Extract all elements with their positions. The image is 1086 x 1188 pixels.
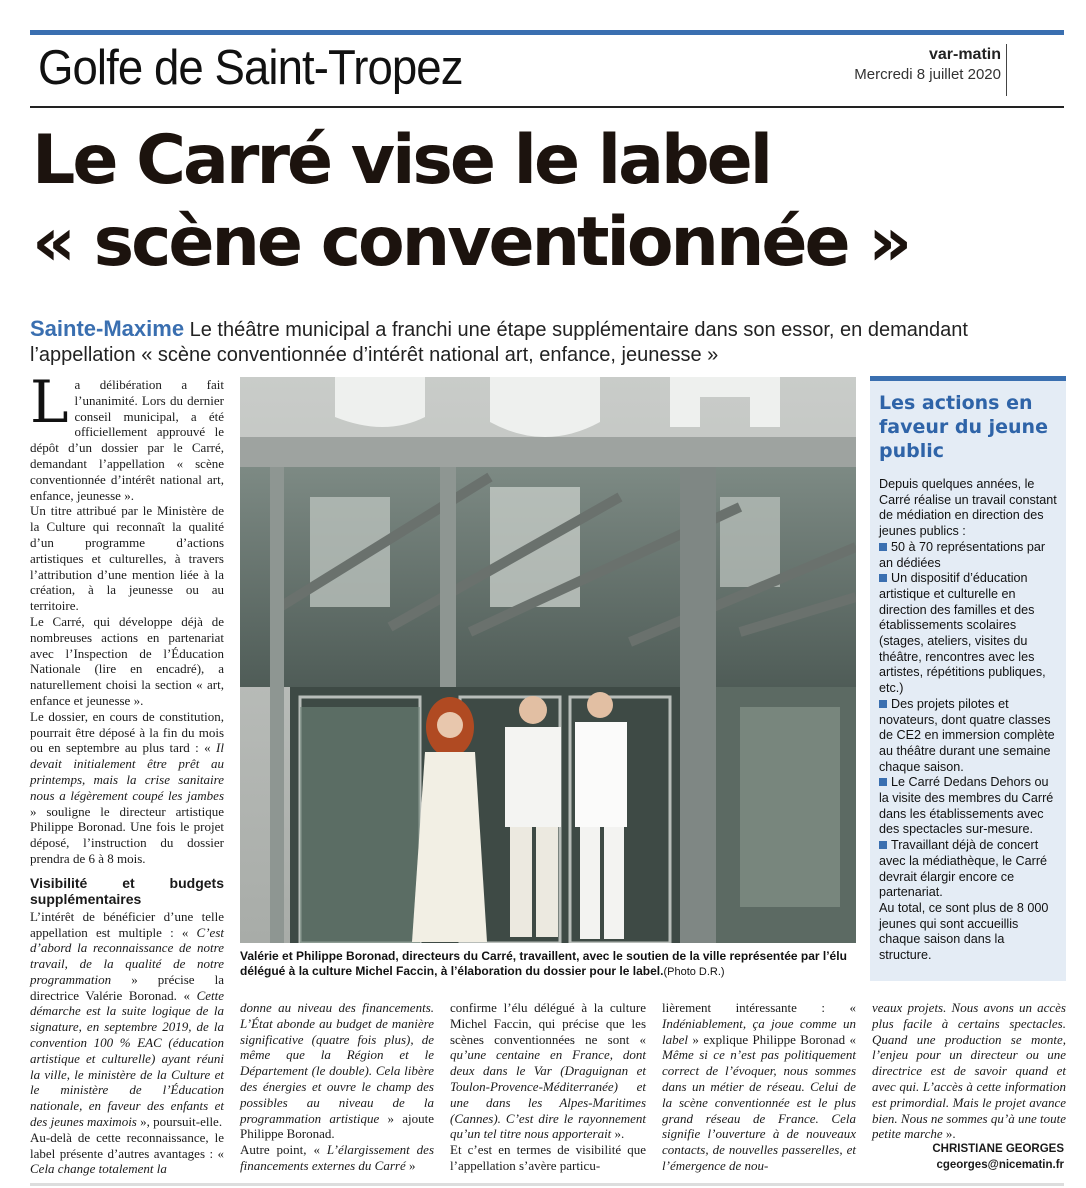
article-column-1 bbox=[30, 368, 224, 1177]
p4-text-b: » souligne le directeur artistique Philippe Boronad. Une fois le projet déposé, l’instruction du dossier prendra de 6 à 8 mois. bbox=[30, 803, 224, 866]
article-photo bbox=[240, 377, 856, 943]
c4-text-b: » explique Philippe Boronad « bbox=[688, 1031, 856, 1047]
masthead-brand bbox=[854, 46, 1001, 83]
bullet-square-icon bbox=[879, 700, 887, 708]
box-item bbox=[879, 697, 1058, 776]
p5-quote: C’est d’abord la reconnaissance de notre travail, de la qualité de notre programmation bbox=[30, 924, 224, 987]
p5-quote-2: Cette démarche est la suite logique de la signature, en septembre 2019, de la convention 100 % EAC (éducation artistique et culturelle) ayant réuni la ville, le ministère de la Culture et le ministère de l’Éducation nationale, en faveur des enfants et des jeunes maximois bbox=[30, 987, 224, 1130]
c5-text-b: ». bbox=[942, 1126, 956, 1142]
dateline-place: Sainte-Maxime bbox=[30, 316, 185, 341]
c5-quote: veaux projets. Nous avons un accès plus facile à certains spectacles. Quand une production se monte, l’enjeu pour un directeur ou une directrice est de savoir quand et avec qui. L’accès à cette information est primordial. Mais le projet avance bien. Nous ne sommes qu’à une toute petite marche bbox=[872, 1000, 1066, 1142]
bullet-square-icon bbox=[879, 574, 887, 582]
paragraph-6 bbox=[30, 1130, 224, 1177]
paragraph-5 bbox=[30, 909, 224, 1130]
c2-quote: donne au niveau des financements. L’État abonde au budget de manière significative (quatre fois plus), de même que la Région et le Département (le double). Cela libère des énergies et ouvre le champ des possibles au niveau de la programmation artistique bbox=[240, 1000, 434, 1126]
bullet-square-icon bbox=[879, 841, 887, 849]
c2-text-c: » bbox=[405, 1157, 416, 1173]
box-item-text: Un dispositif d’éducation artistique et culturelle en direction des familles et des établissements scolaires (stages, ateliers, visites du théâtre, rencontres avec les artistes, répétitions publiques, etc.) bbox=[879, 571, 1046, 696]
c4-text-a: lièrement intéressante : « bbox=[662, 1000, 856, 1015]
paragraph-4 bbox=[30, 709, 224, 867]
p6-text-a: Au-delà de cette reconnaissance, le label présente d’autres avantages : « bbox=[30, 1129, 224, 1161]
headline-line-2: « scène conventionnée » bbox=[32, 203, 910, 282]
paragraph-2: Un titre attribué par le Ministère de la Culture qui reconnaît la qualité d’un programme d’actions artistiques et culturelles, à travers l’attribution d’une mention liée à la création, à la jeunesse ou au territoire. bbox=[30, 503, 224, 614]
box-item-text: Travaillant déjà de concert avec la médiathèque, le Carré devrait élargir encore ce partenariat. bbox=[879, 838, 1048, 900]
box-item-text: Des projets pilotes et novateurs, dont quatre classes de CE2 en immersion complète au théâtre durant une semaine chaque saison. bbox=[879, 696, 1055, 774]
p6-quote: Cela change totalement la bbox=[30, 1161, 167, 1177]
article-column-2 bbox=[240, 1000, 434, 1174]
top-accent-bar bbox=[30, 30, 1064, 35]
box-item bbox=[879, 838, 1058, 901]
box-item bbox=[879, 571, 1058, 697]
p5-text-c: », poursuit-elle. bbox=[136, 1114, 223, 1130]
paragraph-3: Le Carré, qui développe déjà de nombreuses actions en partenariat avec l’Inspection de l’Éducation Nationale (lire en encadré), a naturellement choisi la section « art, enfance et jeunesse ». bbox=[30, 613, 224, 708]
box-body bbox=[870, 463, 1066, 964]
c2-quote-2: L’élargissement des financements externes du Carré bbox=[240, 1142, 435, 1173]
p5-text-b: » précise la directrice Valérie Boronad. « bbox=[30, 971, 224, 1003]
c3-text-b: ». bbox=[611, 1126, 625, 1142]
article-column-5 bbox=[872, 1000, 1066, 1142]
c3-quote: qu’une centaine en France, dont deux dans le Var (Draguignan et Toulon-Provence-Méditerranée) et une dans les Alpes-Maritimes (Cannes). C’est dire le rayonnement qu’un tel titre nous apporterait bbox=[450, 1047, 646, 1142]
c3-text-a: confirme l’élu délégué à la culture Michel Faccin, qui précise que les scènes conventionnées ne sont « bbox=[450, 1000, 646, 1047]
author-email: cgeorges@nicematin.fr bbox=[936, 1159, 1064, 1171]
subheading: Visibilité et budgets supplémentaires bbox=[30, 874, 224, 907]
bottom-rule bbox=[30, 1183, 1064, 1186]
sidebar-box bbox=[870, 376, 1066, 981]
headline bbox=[32, 120, 909, 284]
box-item-text: Le Carré Dedans Dehors ou la visite des membres du Carré dans les établissements avec des spectacles sur-mesure. bbox=[879, 775, 1054, 837]
box-title: Les actions en faveur du jeune public bbox=[879, 392, 1048, 462]
section-title: Golfe de Saint-Tropez bbox=[38, 41, 463, 95]
standfirst-text: Le théâtre municipal a franchi une étape supplémentaire dans son essor, en demandant l’appellation « scène conventionnée d’intérêt national art, enfance, jeunesse » bbox=[30, 319, 968, 366]
publication-name: var-matin bbox=[928, 46, 1001, 63]
p4-quote: Il devait initialement être prêt au printemps, mais la crise sanitaire nous a légèrement coupé les jambes bbox=[30, 740, 224, 803]
header-rule bbox=[30, 106, 1064, 108]
byline bbox=[932, 1141, 1064, 1173]
publication-date: Mercredi 8 juillet 2020 bbox=[854, 66, 1001, 83]
article-column-3 bbox=[450, 1000, 646, 1174]
c4-quote: Indéniablement, ça joue comme un label bbox=[662, 1015, 856, 1047]
c2-text-a: » ajoute Philippe Boronad. bbox=[240, 1110, 434, 1142]
c4-quote-2: Même si ce n’est pas politiquement correct de l’évoquer, nous sommes dans un métier de réseau. Celui de la scène conventionnée est le plus grand réseau de France. Cela signifie l’ouverture à de nouveaux contacts, de nouvelles passerelles, et l’émergence de nou- bbox=[662, 1047, 856, 1173]
paragraph-1: a délibération a fait l’unanimité. Lors du dernier conseil municipal, a été officiellement approuvé le dépôt d’un dossier par le Carré, demandant l’appellation « scène conventionnée d’intérêt national art, enfance, jeunesse ». bbox=[30, 377, 224, 503]
bullet-square-icon bbox=[879, 543, 887, 551]
brand-divider bbox=[1006, 44, 1007, 96]
box-outro: Au total, ce sont plus de 8 000 jeunes qui sont accueillis chaque saison dans la structure. bbox=[879, 900, 1049, 963]
author-name: CHRISTIANE GEORGES bbox=[932, 1143, 1064, 1155]
c2-text-b: Autre point, « bbox=[240, 1142, 327, 1158]
headline-line-1: Le Carré vise le label bbox=[32, 121, 771, 200]
caption-text: Valérie et Philippe Boronad, directeurs du Carré, travaillent, avec le soutien de la ville représentée par l’élu délégué à la culture Michel Faccin, à l’élaboration du dossier pour le label. bbox=[240, 949, 847, 978]
drop-cap: L bbox=[30, 368, 69, 436]
photo-credit: (Photo D.R.) bbox=[663, 966, 725, 978]
c3-text-c: Et c’est en termes de visibilité que l’appellation s’avère particu- bbox=[450, 1142, 646, 1173]
photo-caption bbox=[240, 949, 860, 980]
box-item bbox=[879, 775, 1058, 838]
box-intro: Depuis quelques années, le Carré réalise un travail constant de médiation en direction des jeunes publics : bbox=[879, 477, 1057, 539]
bullet-square-icon bbox=[879, 778, 887, 786]
p5-text-a: L’intérêt de bénéficier d’une telle appellation est multiple : « bbox=[30, 908, 224, 940]
box-item bbox=[879, 540, 1058, 571]
article-column-4 bbox=[662, 1000, 856, 1174]
theatre-facade-illustration bbox=[240, 377, 856, 943]
box-item-text: 50 à 70 représentations par an dédiées bbox=[879, 539, 1046, 570]
p4-text-a: Le dossier, en cours de constitution, pourrait être déposé à la fin du mois ou en septembre au plus tard : « bbox=[30, 708, 224, 756]
standfirst bbox=[30, 316, 1070, 368]
